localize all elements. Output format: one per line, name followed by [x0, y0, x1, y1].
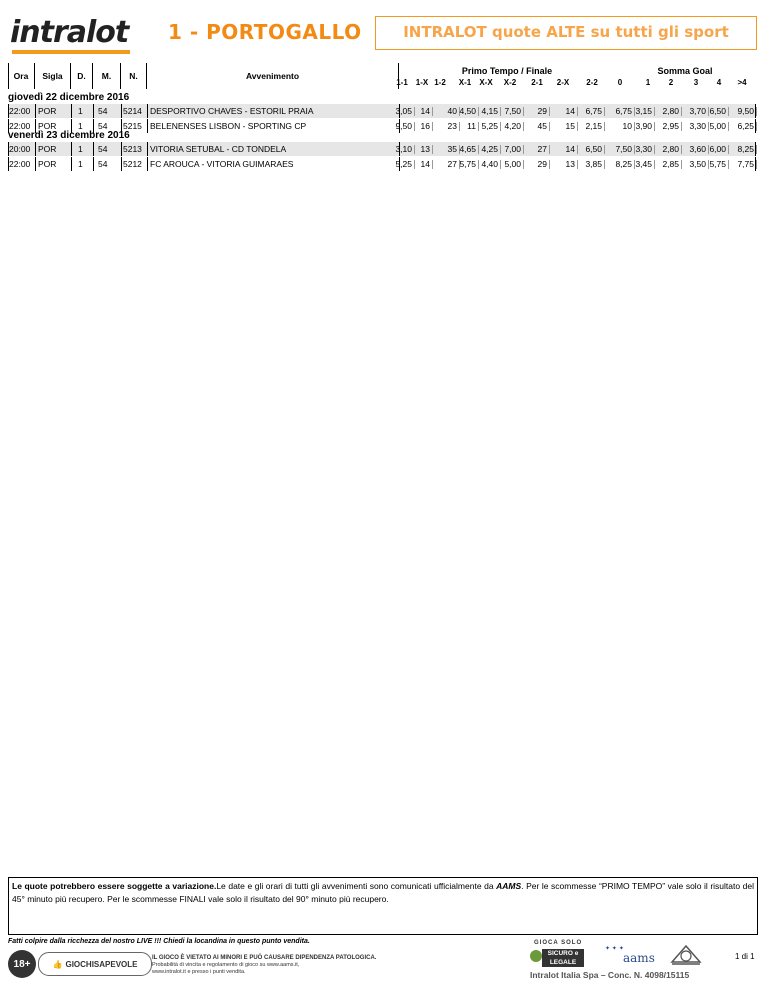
odd-somma-goal[interactable]: 2,85 — [662, 159, 679, 169]
odd-somma-goal[interactable]: 5,00 — [709, 121, 726, 131]
cell-sigla: POR — [38, 144, 57, 154]
header-somma-goal: Somma Goal — [657, 66, 713, 76]
odd-primo-tempo[interactable]: 29 — [537, 106, 547, 116]
column-divider — [93, 142, 94, 156]
table-row — [8, 157, 756, 171]
odd-primo-tempo[interactable]: 16 — [420, 121, 430, 131]
odd-somma-goal[interactable]: 3,70 — [689, 106, 706, 116]
column-divider — [147, 142, 148, 156]
cell-m: 54 — [98, 159, 108, 169]
group-date: venerdì 23 dicembre 2016 — [8, 130, 130, 141]
cell-evento: VITORIA SETUBAL - CD TONDELA — [150, 144, 287, 154]
header-d: D. — [71, 63, 93, 89]
cell-ora: 22:00 — [9, 159, 31, 169]
odd-somma-goal[interactable]: 6,50 — [709, 106, 726, 116]
odd-divider — [604, 122, 605, 131]
odd-primo-tempo[interactable]: 6,75 — [585, 106, 602, 116]
header-avvenimento: Avvenimento — [147, 63, 399, 89]
odd-primo-tempo[interactable]: 35 — [447, 144, 457, 154]
promo-banner-text: INTRALOT quote ALTE su tutti gli sport — [403, 23, 729, 41]
column-divider — [121, 157, 122, 171]
gambling-warning — [152, 955, 376, 976]
cell-evento: BELENENSES LISBON - SPORTING CP — [150, 121, 307, 131]
odd-somma-goal[interactable]: 2,80 — [662, 144, 679, 154]
cell-sigla: POR — [38, 159, 57, 169]
row-end-divider — [755, 142, 756, 156]
header-pt-col: 1-2 — [434, 78, 446, 87]
odd-primo-tempo[interactable]: 14 — [420, 106, 430, 116]
odd-divider — [604, 145, 605, 154]
odd-somma-goal[interactable]: 9,50 — [737, 106, 754, 116]
odd-primo-tempo[interactable]: 4,15 — [481, 106, 498, 116]
column-divider — [35, 104, 36, 118]
odd-primo-tempo[interactable]: 5,75 — [459, 159, 476, 169]
header-pt-col: X-X — [479, 78, 493, 87]
column-divider — [121, 142, 122, 156]
odd-divider — [756, 160, 757, 169]
column-divider — [147, 157, 148, 171]
cell-n: 5212 — [123, 159, 142, 169]
column-divider — [8, 142, 9, 156]
odd-primo-tempo[interactable]: 3,85 — [585, 159, 602, 169]
cell-ora: 20:00 — [9, 144, 31, 154]
odd-primo-tempo[interactable]: 4,25 — [481, 144, 498, 154]
cell-m: 54 — [98, 106, 108, 116]
odd-primo-tempo[interactable]: 4,65 — [459, 144, 476, 154]
odd-primo-tempo[interactable]: 6,50 — [585, 144, 602, 154]
cell-m: 54 — [98, 121, 108, 131]
page-number: 1 di 1 — [735, 952, 755, 961]
age-18-badge: 18+ — [8, 950, 36, 978]
header-sg-col: 1 — [645, 78, 651, 87]
column-divider — [8, 157, 9, 171]
header-sigla: Sigla — [35, 63, 71, 89]
odd-somma-goal[interactable]: 2,95 — [662, 121, 679, 131]
odd-primo-tempo[interactable]: 13 — [565, 159, 575, 169]
odd-divider — [756, 145, 757, 154]
concession-line: Intralot Italia Spa – Conc. N. 4098/15115 — [530, 970, 690, 980]
aams-label: aams — [623, 951, 655, 965]
column-divider — [8, 104, 9, 118]
warning-line-1: Probabilità di vincita e regolamento di gioco su www.aams.it, — [152, 962, 300, 968]
column-divider — [147, 119, 148, 133]
odd-primo-tempo[interactable]: 40 — [447, 106, 457, 116]
odd-primo-tempo[interactable]: 7,50 — [504, 106, 521, 116]
table-header — [8, 63, 756, 89]
cell-n: 5213 — [123, 144, 142, 154]
odd-somma-goal[interactable]: 3,15 — [635, 106, 652, 116]
odd-divider — [728, 107, 729, 116]
row-end-divider — [755, 104, 756, 118]
odd-somma-goal[interactable]: 3,45 — [635, 159, 652, 169]
odd-primo-tempo[interactable]: 14 — [565, 106, 575, 116]
odd-somma-goal[interactable]: 7,50 — [615, 144, 632, 154]
odd-somma-goal[interactable]: 3,50 — [689, 159, 706, 169]
disclaimer-aams: AAMS — [496, 881, 522, 891]
odd-primo-tempo[interactable]: 15 — [565, 121, 575, 131]
gioco-label: GIOCHISAPEVOLE — [65, 959, 138, 969]
cell-ora: 22:00 — [9, 106, 31, 116]
odd-primo-tempo[interactable]: 14 — [420, 159, 430, 169]
group-date: giovedì 22 dicembre 2016 — [8, 92, 130, 103]
logo-underline — [12, 50, 130, 54]
cell-sigla: POR — [38, 106, 57, 116]
header-pt-col: 1-1 — [396, 78, 408, 87]
header-ora: Ora — [8, 63, 35, 89]
odd-divider — [549, 122, 550, 131]
column-divider — [35, 142, 36, 156]
cell-sigla: POR — [38, 121, 57, 131]
header-pt-col: 2-X — [556, 78, 570, 87]
odd-primo-tempo[interactable]: 29 — [537, 159, 547, 169]
odd-primo-tempo[interactable]: 5,25 — [481, 121, 498, 131]
cell-d: 1 — [78, 106, 83, 116]
odd-divider — [728, 160, 729, 169]
cell-d: 1 — [78, 121, 83, 131]
thumbs-up-icon: 👍 — [52, 959, 63, 969]
odd-divider — [728, 145, 729, 154]
cell-evento: FC AROUCA - VITORIA GUIMARAES — [150, 159, 294, 169]
odd-primo-tempo[interactable]: 9,50 — [395, 121, 412, 131]
odd-primo-tempo[interactable]: 13 — [420, 144, 430, 154]
odd-somma-goal[interactable]: 2,80 — [662, 106, 679, 116]
promo-banner — [375, 16, 757, 50]
odd-divider — [549, 145, 550, 154]
sicuro-legale-logo — [528, 940, 590, 970]
header-m: M. — [93, 63, 121, 89]
odd-divider — [549, 160, 550, 169]
table-row — [8, 142, 756, 156]
header-sg-col: >4 — [737, 78, 747, 87]
cell-n: 5215 — [123, 121, 142, 131]
column-divider — [71, 157, 72, 171]
odd-somma-goal[interactable]: 3,30 — [635, 144, 652, 154]
odd-primo-tempo[interactable]: 27 — [537, 144, 547, 154]
row-end-divider — [755, 157, 756, 171]
odd-somma-goal[interactable]: 10 — [622, 121, 632, 131]
odd-primo-tempo[interactable]: 4,40 — [481, 159, 498, 169]
aams-stars-icon: ✦ ✦ ✦ — [605, 945, 624, 952]
odd-divider — [549, 107, 550, 116]
header-sg-col: 0 — [617, 78, 623, 87]
column-divider — [71, 142, 72, 156]
odd-primo-tempo[interactable]: 4,20 — [504, 121, 521, 131]
column-divider — [93, 157, 94, 171]
odd-divider — [728, 122, 729, 131]
odd-primo-tempo[interactable]: 7,00 — [504, 144, 521, 154]
gioco-responsabile-logo — [38, 952, 152, 976]
cell-m: 54 — [98, 144, 108, 154]
logo-text: intralot — [10, 15, 129, 50]
cell-d: 1 — [78, 159, 83, 169]
header-sg-col: 2 — [668, 78, 674, 87]
odd-somma-goal[interactable]: 7,75 — [737, 159, 754, 169]
odd-somma-goal[interactable]: 6,00 — [709, 144, 726, 154]
odd-divider — [756, 122, 757, 131]
aams-logo — [605, 945, 655, 967]
header-pt-col: 2-2 — [586, 78, 598, 87]
column-divider — [93, 104, 94, 118]
header-pt-col: X-2 — [503, 78, 517, 87]
cell-d: 1 — [78, 144, 83, 154]
odd-somma-goal[interactable]: 3,90 — [635, 121, 652, 131]
promo-line: Fatti colpire dalla ricchezza del nostro LIVE !!! Chiedi la locandina in questo punto vendita. — [8, 938, 310, 945]
odd-somma-goal[interactable]: 6,25 — [737, 121, 754, 131]
cell-ora: 22:00 — [9, 121, 31, 131]
ministry-emblem-icon — [668, 942, 704, 968]
column-divider — [35, 157, 36, 171]
odd-somma-goal[interactable]: 3,30 — [689, 121, 706, 131]
odd-somma-goal[interactable]: 8,25 — [615, 159, 632, 169]
odd-divider — [756, 107, 757, 116]
odd-primo-tempo[interactable]: 3,05 — [395, 106, 412, 116]
odd-primo-tempo[interactable]: 2,15 — [585, 121, 602, 131]
odd-somma-goal[interactable]: 5,75 — [709, 159, 726, 169]
sicuro-check-icon — [530, 950, 542, 962]
sicuro-label: SICURO e LEGALE — [542, 949, 584, 967]
page-title: 1 - PORTOGALLO — [168, 20, 362, 44]
header-sg-col: 3 — [693, 78, 699, 87]
column-divider — [71, 104, 72, 118]
header-pt-col: 2-1 — [531, 78, 543, 87]
odd-primo-tempo[interactable]: 5,00 — [504, 159, 521, 169]
disclaimer-text-2: . Per le scommesse “PRIMO TEMPO” vale solo il risultato del 45° minuto più recupero. Per le scommesse FINALI vale solo il risultato del 90° minuto più recupero. — [12, 881, 754, 904]
odd-primo-tempo[interactable]: 5,25 — [395, 159, 412, 169]
header-pt-col: X-1 — [458, 78, 472, 87]
warning-line-2: www.intralot.it e presso i punti vendita. — [152, 969, 246, 975]
odd-somma-goal[interactable]: 8,25 — [737, 144, 754, 154]
table-row — [8, 104, 756, 118]
cell-n: 5214 — [123, 106, 142, 116]
column-divider — [147, 104, 148, 118]
cell-evento: DESPORTIVO CHAVES - ESTORIL PRAIA — [150, 106, 314, 116]
odd-primo-tempo[interactable]: 11 — [467, 121, 476, 131]
odd-divider — [604, 160, 605, 169]
header-primo-tempo: Primo Tempo / Finale — [461, 66, 553, 76]
odd-primo-tempo[interactable]: 27 — [447, 159, 457, 169]
odd-primo-tempo[interactable]: 23 — [447, 121, 457, 131]
odd-primo-tempo[interactable]: 45 — [537, 121, 547, 131]
warning-title: IL GIOCO È VIETATO AI MINORI E PUÒ CAUSARE DIPENDENZA PATOLOGICA. — [152, 955, 377, 961]
disclaimer-box — [8, 877, 758, 935]
odd-divider — [604, 107, 605, 116]
odd-primo-tempo[interactable]: 14 — [565, 144, 575, 154]
disclaimer-text-1: Le date e gli orari di tutti gli avvenimenti sono comunicati ufficialmente da — [216, 881, 497, 891]
odd-primo-tempo[interactable]: 4,50 — [459, 106, 476, 116]
header-n: N. — [121, 63, 147, 89]
header-pt-col: 1-X — [415, 78, 429, 87]
disclaimer-bold: Le quote potrebbero essere soggette a variazione. — [12, 881, 217, 891]
odd-somma-goal[interactable]: 6,75 — [615, 106, 632, 116]
column-divider — [121, 104, 122, 118]
header-sg-col: 4 — [716, 78, 722, 87]
intralot-logo — [10, 15, 132, 52]
odd-somma-goal[interactable]: 3,60 — [689, 144, 706, 154]
row-end-divider — [755, 119, 756, 133]
odd-primo-tempo[interactable]: 3,10 — [395, 144, 412, 154]
sicuro-top-label: GIOCA SOLO — [534, 940, 583, 946]
